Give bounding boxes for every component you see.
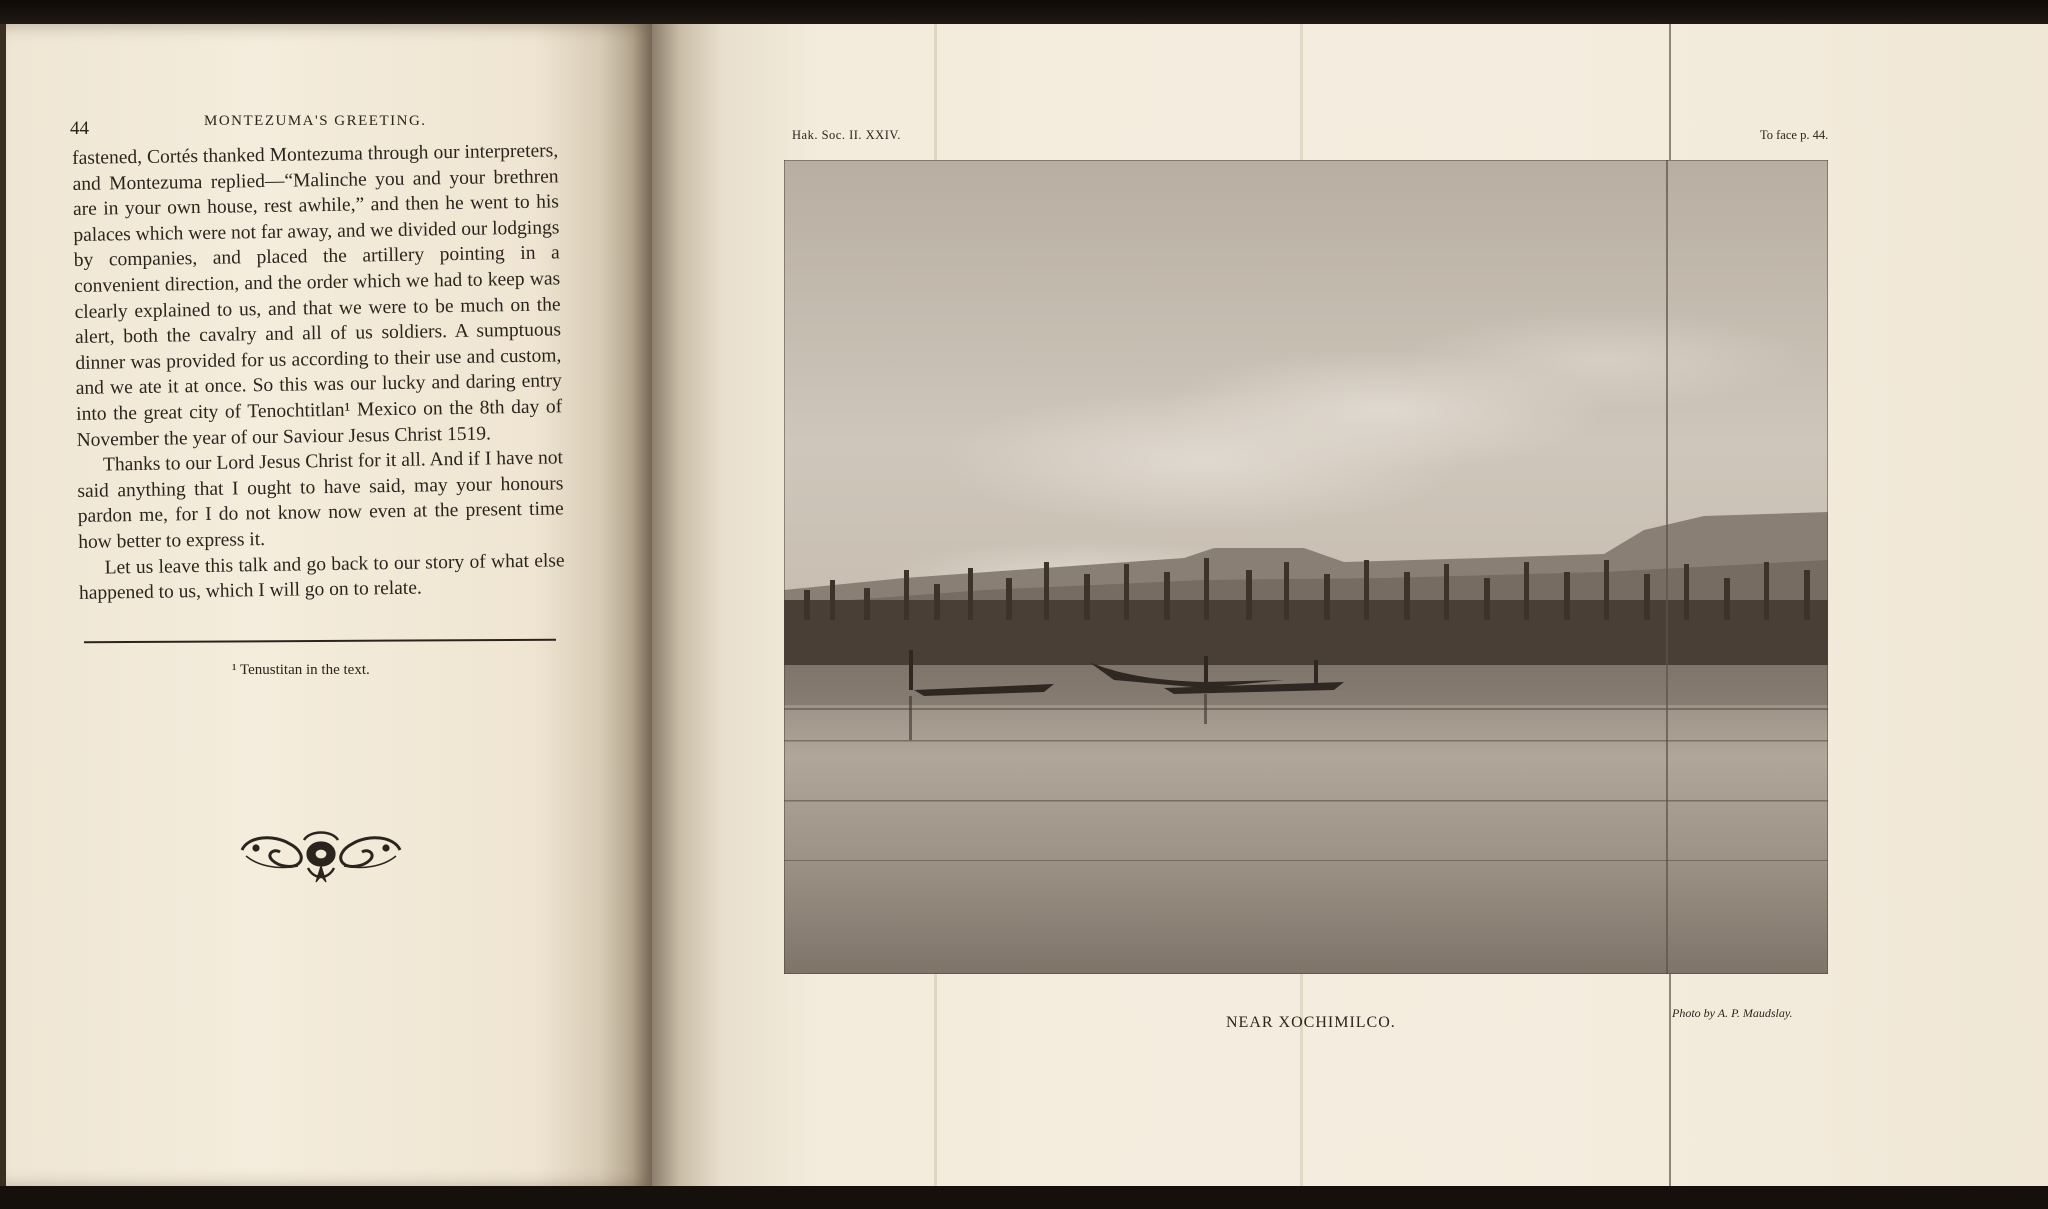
facing-page-reference: To face p. 44.: [1760, 128, 1829, 142]
page-number: 44: [70, 118, 89, 139]
scan-top-edge: [0, 0, 2048, 26]
running-head: MONTEZUMA'S GREETING.: [204, 113, 427, 129]
footnote: ¹ Tenustitan in the text.: [232, 662, 370, 678]
plate-caption: NEAR XOCHIMILCO.: [1226, 1014, 1396, 1031]
plate-reference: Hak. Soc. II. XXIV.: [792, 128, 901, 142]
photo-credit: Photo by A. P. Maudslay.: [1672, 1006, 1793, 1020]
paragraph: Thanks to our Lord Jesus Christ for it all. And if I have not said anything that I ought to have said, may your honours pardon me, for I do not know now even at the present time how better to express it.: [77, 447, 564, 553]
book-cover-edge: [0, 24, 6, 1188]
lake-photograph: [784, 160, 1828, 974]
ornament-icon: [238, 826, 404, 884]
scan-bottom-edge: [0, 1186, 2048, 1209]
paragraph: fastened, Cortés thanked Montezuma through our interpreters, and Montezuma replied—“Malinche you and your brethren are in your own house, rest awhile,” and then he went to his palaces which were not far away, and we divided our lodgings by companies, and placed the artillery pointing in a convenient direction, and the order which we had to keep was clearly explained to us, and that we were to be much on the alert, both the cavalry and all of us soldiers. A sumptuous dinner was provided for us according to their use and custom, and we ate it at once. So this was our lucky and daring entry into the great city of Tenochtitlan¹ Mexico on the 8th day of November the year of our Saviour Jesus Christ 1519.: [72, 140, 563, 451]
paragraph: Let us leave this talk and go back to our story of what else happened to us, which I will go on to relate.: [78, 549, 565, 605]
body-text: [72, 138, 565, 606]
